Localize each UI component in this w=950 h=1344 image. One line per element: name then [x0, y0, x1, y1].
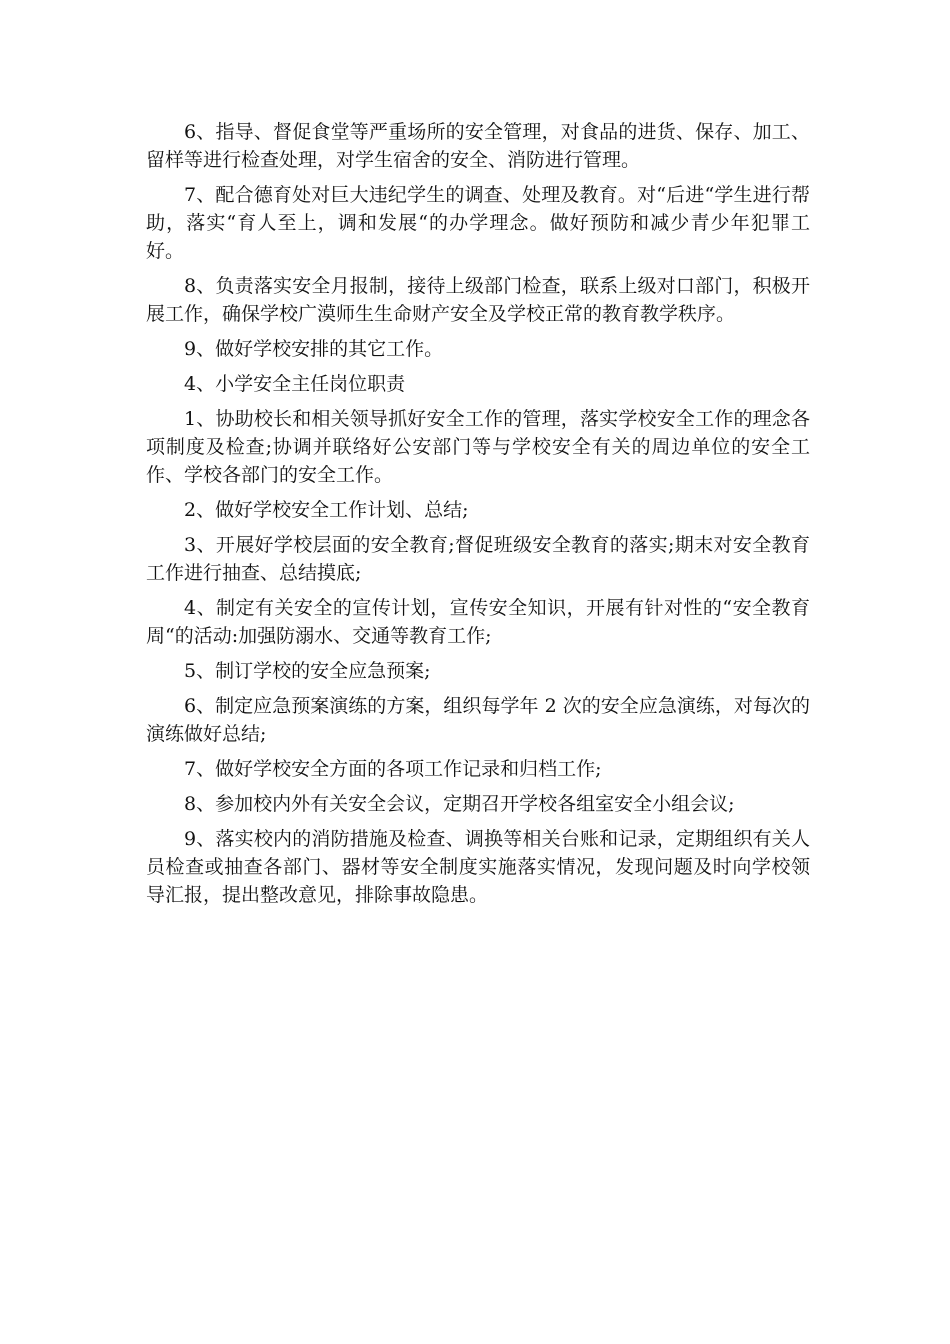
- paragraph-duty-9: 9、落实校内的消防措施及检查、调换等相关台账和记录，定期组织有关人员检查或抽查各部门、器材等安全制度实施落实情况，发现问题及时向学校领导汇报，提出整改意见，排除事故隐患。: [146, 828, 810, 906]
- paragraph-duty-8: 8、参加校内外有关安全会议，定期召开学校各组室安全小组会议;: [184, 793, 735, 815]
- paragraph-other-work: 9、做好学校安排的其它工作。: [184, 338, 444, 360]
- paragraph-duty-1: 1、协助校长和相关领导抓好安全工作的管理，落实学校安全工作的理念各项制度及检查;协调并联络好公安部门等与学校安全有关的周边单位的安全工作、学校各部门的安全工作。: [146, 408, 810, 486]
- paragraph-duty-7: 7、做好学校安全方面的各项工作记录和归档工作;: [184, 758, 602, 780]
- paragraph-duty-2: 2、做好学校安全工作计划、总结;: [184, 499, 469, 521]
- paragraph-canteen-safety: 6、指导、督促食堂等严重场所的安全管理，对食品的进货、保存、加工、留样等进行检查处理，对学生宿舍的安全、消防进行管理。: [146, 121, 810, 171]
- paragraph-duty-4: 4、制定有关安全的宣传计划，宣传安全知识，开展有针对性的“安全教育周“的活动:加强防溺水、交通等教育工作;: [146, 597, 810, 647]
- paragraph-duty-3: 3、开展好学校层面的安全教育;督促班级安全教育的落实;期末对安全教育工作进行抽查、总结摸底;: [146, 534, 810, 584]
- paragraph-discipline: 7、配合德育处对巨大违纪学生的调查、处理及教育。对“后进“学生进行帮助，落实“育人至上，调和发展“的办学理念。做好预防和减少青少年犯罪工好。: [146, 184, 810, 262]
- paragraph-duty-6: 6、制定应急预案演练的方案，组织每学年 2 次的安全应急演练，对每次的演练做好总结;: [146, 695, 810, 745]
- section-heading: 4、小学安全主任岗位职责: [184, 373, 406, 395]
- paragraph-duty-5: 5、制订学校的安全应急预案;: [184, 660, 431, 682]
- paragraph-monthly-report: 8、负责落实安全月报制，接待上级部门检查，联系上级对口部门，积极开展工作，确保学校广漠师生生命财产安全及学校正常的教育教学秩序。: [146, 275, 810, 325]
- document-page: [146, 118, 810, 916]
